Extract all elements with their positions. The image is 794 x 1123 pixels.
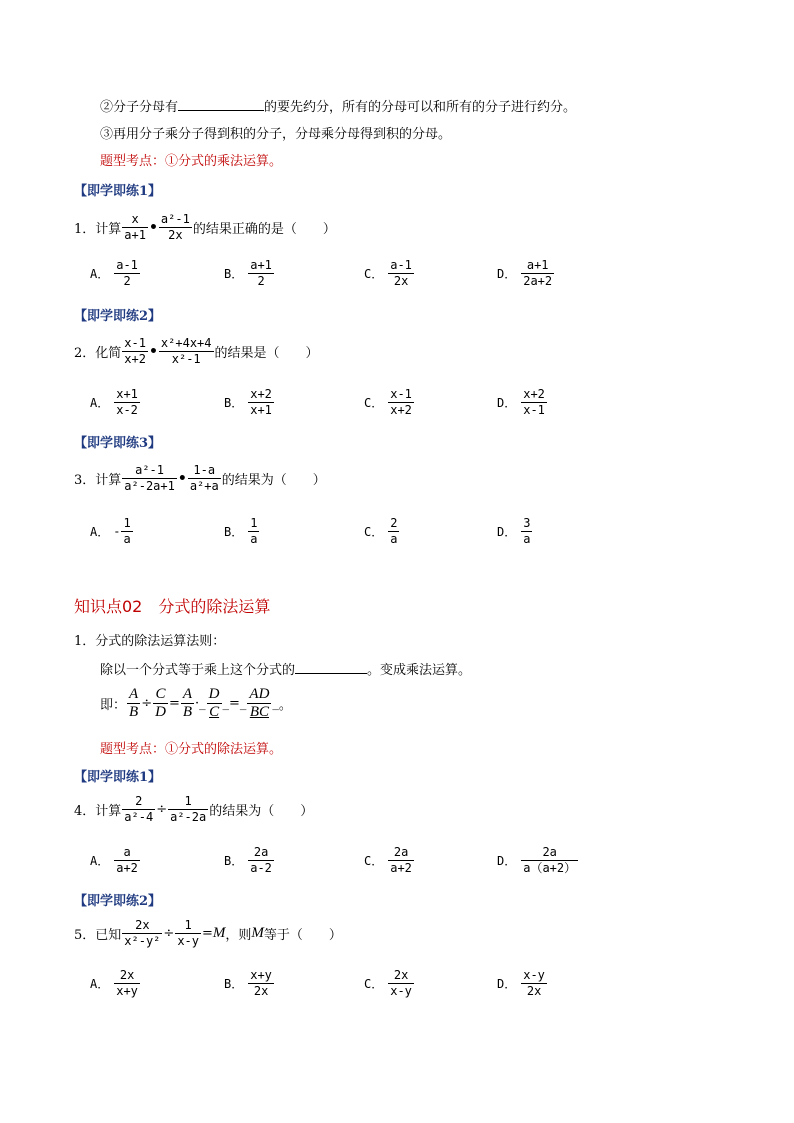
q4-suffix: 的结果为（ ） [209,804,314,819]
blank-line [178,110,264,111]
option-label: C． [364,525,384,539]
denominator: 2x [253,984,269,998]
numerator: 2x [388,968,414,984]
numerator: x+2 [523,387,545,401]
q3-option-d[interactable] [497,516,533,547]
multiply-dot: • [148,343,158,360]
division-rule-text: 除以一个分式等于乘上这个分式的 [100,663,296,678]
option-fraction [114,258,140,289]
option-fraction [388,387,414,418]
rule-2 [100,96,576,115]
denominator: a [523,532,531,546]
question-3 [74,463,326,494]
denominator: a [250,532,258,546]
q1-fraction-1 [122,212,148,243]
option-fraction [521,516,532,547]
option-fraction [521,258,554,289]
option-fraction [114,968,140,999]
option-label: A． [90,525,110,539]
q4-option-b[interactable] [224,845,275,876]
numerator: 2 [390,516,398,530]
denominator: x-1 [523,403,545,417]
option-fraction [388,968,414,999]
option-label: C． [364,396,384,410]
option-label: D． [497,396,517,410]
blank-line [295,673,367,674]
variable-m-2: M [251,925,264,941]
numerator: x-1 [124,336,146,350]
topic-multiplication: 题型考点：①分式的乘法运算。 [100,154,283,169]
equals-sign: = [202,926,213,941]
option-label: A． [90,267,110,281]
denominator: 2x [526,984,542,998]
question-2 [74,336,319,367]
denominator: x²-1 [171,352,201,366]
denominator: x+1 [250,403,272,417]
division-rule [100,659,471,678]
q3-fraction-2 [188,463,221,494]
denominator: 2x [393,274,409,288]
option-label: D． [497,854,517,868]
denominator: D [155,704,166,720]
q3-option-c[interactable] [364,516,400,547]
numerator: 1 [123,516,131,530]
multiply-dot: • [177,470,187,487]
option-fraction [248,387,274,418]
option-label: C． [364,977,384,991]
q5-option-a[interactable] [90,968,141,999]
numerator: 1 [168,794,208,810]
formula-prefix: 即： [100,698,127,713]
denominator: x²-y² [124,934,161,948]
q5-fraction-2 [175,918,201,949]
denominator: B [129,704,139,720]
fraction-c-over-d [153,686,168,721]
numerator: x²+4x+4 [160,336,212,350]
option-fraction [388,516,399,547]
numerator: 2a [521,845,578,861]
option-label: A． [90,977,110,991]
q5-mid: ，则 [225,928,252,943]
denominator: x+y [116,984,138,998]
q4-fraction-1 [122,794,155,825]
option-fraction [521,968,547,999]
q2-suffix: 的结果是（ ） [214,346,319,361]
topic-division: 题型考点：①分式的除法运算。 [100,742,283,757]
option-label: B． [224,854,244,868]
option-label: C． [364,854,384,868]
option-fraction [114,387,140,418]
q3-suffix: 的结果为（ ） [221,473,326,488]
numerator: x-y [523,968,545,982]
denominator: 2 [123,274,131,288]
q4-option-a[interactable] [90,845,141,876]
q5-option-c[interactable] [364,968,415,999]
rule-3: ③再用分子乘分子得到积的分子，分母乘分母得到积的分母。 [100,127,452,142]
q5-option-d[interactable] [497,968,548,999]
denominator: C [209,704,220,720]
q1-option-d[interactable] [497,258,555,289]
fraction-a-over-b-2 [181,686,194,721]
q5-suffix: 等于（ ） [263,928,342,943]
q4-option-c[interactable] [364,845,415,876]
equals-sign: = [168,696,180,711]
option-fraction [521,387,547,418]
denominator: x-y [177,934,199,948]
question-1 [74,212,336,243]
denominator: a [123,532,131,546]
equals-sign: =_ [229,696,247,711]
fraction-ad-over-bc [247,686,271,721]
q3-option-b[interactable] [224,516,260,547]
numerator: a+1 [250,258,272,272]
option-label: D． [497,267,517,281]
option-label: D． [497,525,517,539]
option-label: A． [90,396,110,410]
divide-sign: ÷ [163,926,175,941]
q2-prefix: 2．化简 [74,346,122,361]
q4-fraction-2 [168,794,208,825]
q4-option-d[interactable] [497,845,579,876]
rule-2-text-end: 的要先约分，所有的分母可以和所有的分子进行约分。 [264,100,577,115]
formula-end: 。 [278,698,292,713]
question-4 [74,794,313,825]
option-fraction [121,516,132,547]
practice-label-5: 【即学即练2】 [74,894,162,909]
denominator: x+2 [124,352,146,366]
practice-label-2: 【即学即练2】 [74,309,162,324]
option-fraction [388,258,414,289]
q2-option-d[interactable] [497,387,548,418]
denominator: a+2 [390,861,412,875]
numerator: 2a [388,845,414,861]
q5-prefix: 5．已知 [74,928,122,943]
division-rule-text-end: 。变成乘法运算。 [367,663,472,678]
practice-label-4: 【即学即练1】 [74,770,162,785]
numerator: D [208,686,220,702]
q5-fraction-1 [122,918,162,949]
numerator: x-1 [390,387,412,401]
divide-sign: ÷ [141,696,153,711]
denominator: B [182,704,193,720]
q1-option-a[interactable] [90,258,141,289]
numerator: 1-a [188,463,221,479]
denominator: a²-2a+1 [124,479,175,493]
option-label: D． [497,977,517,991]
denominator: a+1 [124,228,146,242]
denominator: 2x [168,228,183,242]
fraction-a-over-b [127,686,140,721]
numerator: 1 [175,918,201,934]
numerator: 1 [250,516,258,530]
multiply-dot: • [148,219,158,236]
denominator: a+2 [116,861,138,875]
option-fraction [114,845,140,876]
option-fraction [248,968,274,999]
numerator: a-1 [116,258,138,272]
denominator: BC [249,704,269,720]
option-label: A． [90,854,110,868]
question-5 [74,918,342,949]
numerator: 2x [114,968,140,984]
option-label: C． [364,267,384,281]
numerator: x [122,212,148,228]
numerator: a²-1 [160,212,190,226]
denominator: a [390,532,398,546]
rule-2-text: ②分子分母有 [100,100,179,115]
option-fraction [248,845,274,876]
divide-sign: ÷ [156,802,168,817]
practice-label-1: 【即学即练1】 [74,184,162,199]
blank-underline: _ [272,696,279,711]
q3-option-a[interactable] [90,516,134,547]
numerator: x+1 [116,387,138,401]
q4-prefix: 4．计算 [74,804,122,819]
q2-option-a[interactable] [90,387,141,418]
denominator: x+2 [390,403,412,417]
option-label: B． [224,525,244,539]
q2-fraction-1 [122,336,148,367]
blank-underline: ·_ [195,696,206,711]
q2-option-c[interactable] [364,387,415,418]
numerator: x+2 [250,387,272,401]
numerator: a [114,845,140,861]
division-formula [100,686,292,721]
denominator: 2 [257,274,265,288]
q1-option-b[interactable] [224,258,275,289]
q1-option-c[interactable] [364,258,415,289]
numerator: C [153,686,168,704]
numerator: 3 [523,516,531,530]
q1-prefix: 1．计算 [74,222,122,237]
numerator: a+1 [521,258,554,274]
numerator: 2x [122,918,162,934]
option-label: B． [224,267,244,281]
option-fraction [521,845,578,876]
practice-label-3: 【即学即练3】 [74,436,162,451]
q2-fraction-2 [159,336,214,367]
denominator: a-2 [250,861,272,875]
denominator: x-y [390,984,412,998]
numerator: A [182,686,193,702]
q3-prefix: 3．计算 [74,473,122,488]
option-fraction [248,516,259,547]
q1-suffix: 的结果正确的是（ ） [192,222,336,237]
blank-underline: _ [222,696,229,711]
numerator: a-1 [390,258,412,272]
numerator: x+y [250,968,272,982]
denominator: a²-4 [124,810,154,824]
q1-fraction-2 [159,212,192,243]
denominator: a²-2a [170,810,207,824]
q2-option-b[interactable] [224,387,275,418]
q5-option-b[interactable] [224,968,275,999]
numerator: A [129,686,139,702]
numerator: 2a [248,845,274,861]
variable-m: M [212,925,226,941]
q3-fraction-1 [122,463,177,494]
denominator: x-2 [116,403,138,417]
minus-sign: - [113,524,121,539]
division-rule-title: 1．分式的除法运算法则： [74,634,226,649]
denominator: a²+a [189,479,219,493]
numerator: 2 [122,794,155,810]
option-fraction [248,258,274,289]
option-label: B． [224,396,244,410]
denominator: 2a+2 [523,274,553,288]
option-label: B． [224,977,244,991]
numerator: a²-1 [122,463,177,479]
numerator: AD [249,686,270,702]
option-fraction [388,845,414,876]
section-title-division: 知识点02 分式的除法运算 [74,597,271,616]
denominator: a（a+2） [523,861,577,875]
fraction-d-over-c [207,686,222,721]
